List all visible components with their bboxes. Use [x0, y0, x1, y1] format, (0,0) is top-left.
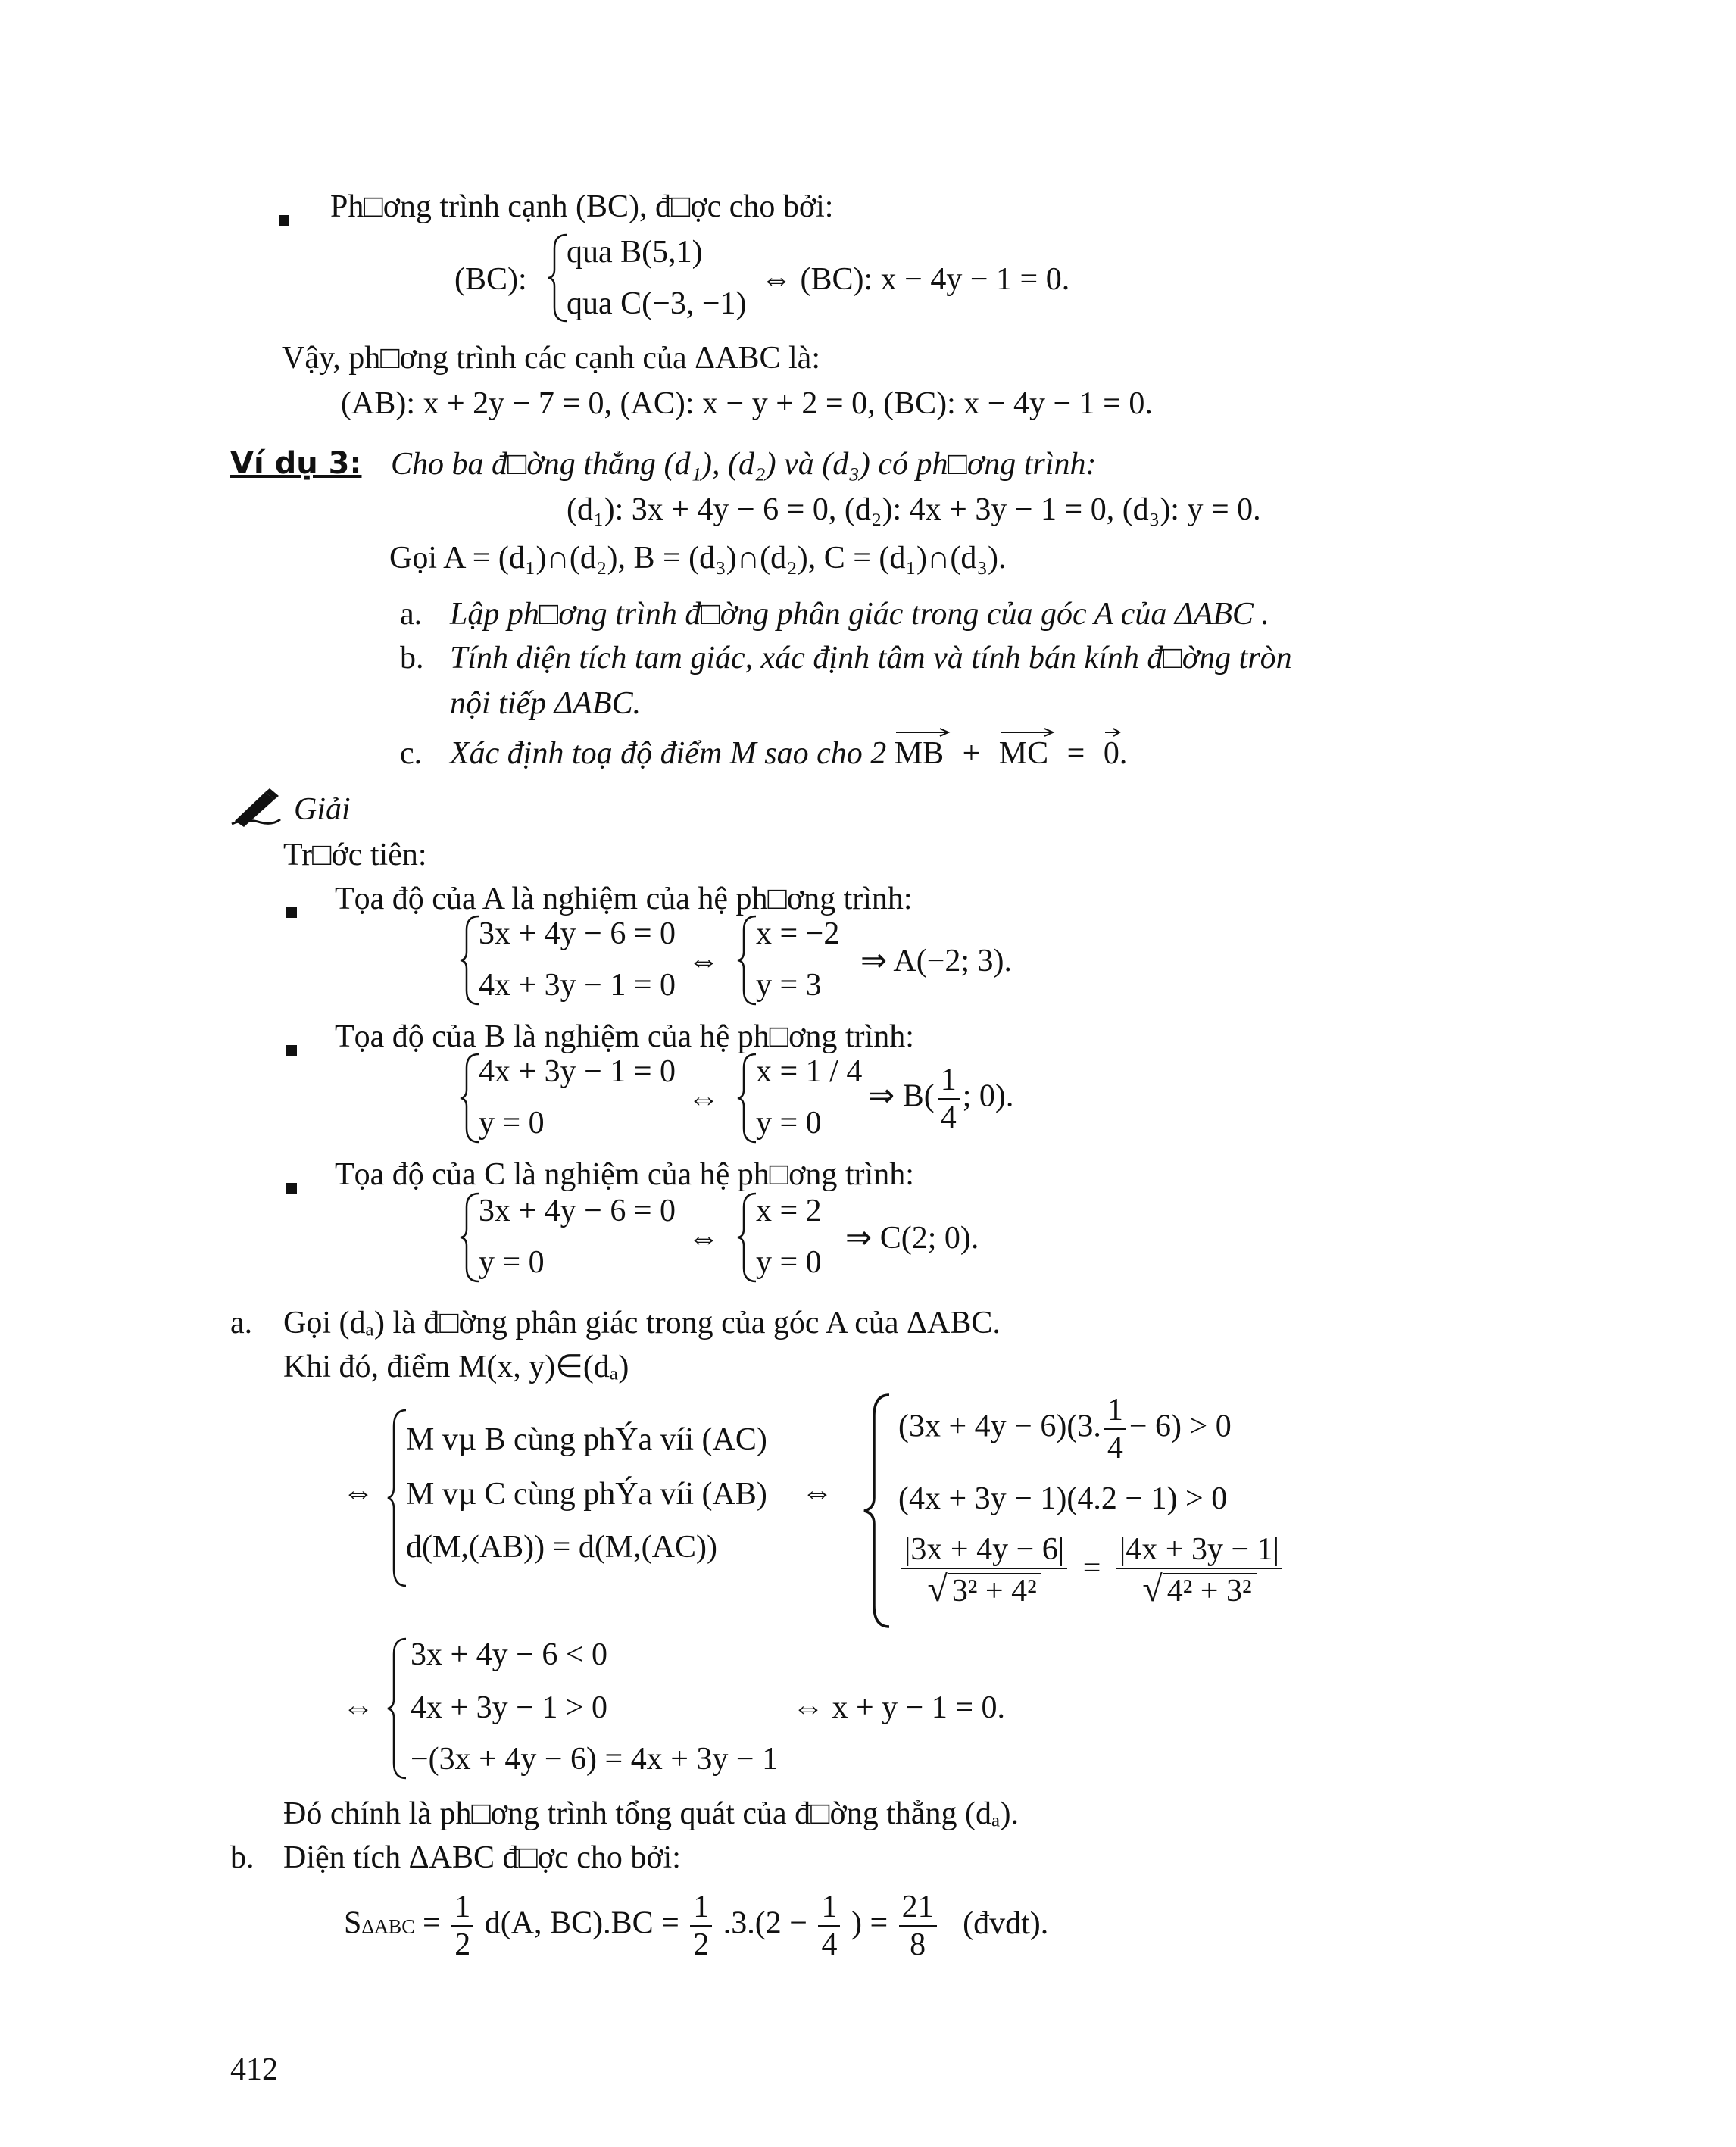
bc-heading: Ph□ơng trình cạnh (BC), đ□ợc cho bởi: [330, 189, 834, 224]
b-point [868, 1063, 1013, 1134]
vector-mb [895, 738, 944, 769]
b-result-2: y = 0 [756, 1106, 822, 1141]
a-result-2: y = 3 [756, 968, 822, 1003]
rewrite-1-pre: (3x + 4y − 6)(3. [898, 1409, 1101, 1444]
area-mid-1: d(A, BC).BC = [484, 1905, 679, 1941]
b-point-pre: ⇒ B( [868, 1078, 935, 1114]
c-system-2: y = 0 [479, 1245, 545, 1280]
item-a-label: a. [400, 597, 423, 632]
system-final-3: −(3x + 4y − 6) = 4x + 3y − 1 [411, 1742, 779, 1777]
rewrite-1 [898, 1393, 1232, 1465]
zero-vector-label: 0 [1103, 736, 1119, 771]
denominator: 4 [821, 1927, 838, 1963]
system-final-1: 3x + 4y − 6 < 0 [411, 1637, 608, 1672]
fraction [938, 1063, 960, 1134]
item-c-label: c. [400, 736, 423, 771]
left-brace-icon [386, 1637, 409, 1780]
vector-arrow-icon [999, 727, 1055, 738]
b-point-post: ; 0). [962, 1078, 1014, 1114]
condition-1: M vµ B cùng phÝa víi (AC) [406, 1422, 767, 1457]
vector-mc [999, 738, 1048, 769]
denominator: 2 [693, 1927, 710, 1963]
numerator: 1 [938, 1063, 960, 1100]
equals-sign: = [1066, 736, 1085, 771]
numerator: 1 [451, 1890, 473, 1927]
b-heading: Tọa độ của B là nghiệm của hệ ph□ơng trình: [335, 1019, 914, 1054]
numerator: |3x + 4y − 6| [901, 1533, 1067, 1569]
numerator: 1 [1104, 1393, 1126, 1430]
denominator [901, 1569, 1067, 1609]
sides-equations: (AB): x + 2y − 7 = 0, (AC): x − y + 2 = 0, (BC): x − 4y − 1 = 0. [341, 386, 1153, 421]
bullet [279, 200, 289, 232]
denominator [1116, 1569, 1282, 1609]
equiv-sign: ⇔ [801, 1475, 833, 1510]
denominator: 4 [1107, 1431, 1123, 1466]
vector-arrow-icon [895, 727, 951, 738]
area-subscript: ΔABC [361, 1915, 415, 1938]
bullet [286, 1030, 297, 1062]
part-a-conclusion: Đó chính là ph□ơng trình tổng quát của đ□ờng thẳng (dₐ). [283, 1796, 1019, 1831]
conclusion-text: Vậy, ph□ơng trình các cạnh của ΔABC là: [282, 341, 820, 376]
item-c-text [450, 738, 1127, 769]
fraction [690, 1890, 712, 1961]
b-result-1: x = 1 / 4 [756, 1054, 863, 1089]
rewrite-2: (4x + 3y − 1)(4.2 − 1) > 0 [898, 1481, 1228, 1516]
c-point: ⇒ C(2; 0). [845, 1221, 979, 1256]
area-formula [344, 1890, 1048, 1961]
bisector-result: ⇔ x + y − 1 = 0. [792, 1690, 1006, 1725]
vector-arrow-icon [1104, 727, 1122, 738]
area-mid-2: .3.(2 − [723, 1905, 807, 1941]
part-b-label: b. [230, 1840, 254, 1875]
solution-label: Giải [294, 792, 351, 827]
bullet [286, 1168, 297, 1200]
vector-mb-label: MB [894, 736, 944, 771]
example-define: Gọi A = (d₁)∩(d₂), B = (d₃)∩(d₂), C = (d₁)∩(d₃). [389, 541, 1007, 576]
example-intro: Cho ba đ□ờng thẳng (d₁), (d₂) và (d₃) có ph□ơng trình: [391, 447, 1097, 482]
equiv-sign: ⇔ [688, 944, 720, 978]
plus-sign: + [962, 736, 981, 771]
item-b-text-2: nội tiếp ΔABC. [450, 686, 642, 721]
fraction [899, 1890, 937, 1961]
a-system-1: 3x + 4y − 6 = 0 [479, 916, 676, 951]
left-brace-icon [862, 1393, 892, 1628]
c-heading: Tọa độ của C là nghiệm của hệ ph□ơng trình: [335, 1157, 914, 1192]
pencil-writing-icon [230, 788, 282, 827]
item-a-text: Lập ph□ơng trình đ□ờng phân giác trong của góc A của ΔABC . [450, 597, 1269, 632]
a-heading: Tọa độ của A là nghiệm của hệ ph□ơng trình: [335, 882, 913, 916]
b-system-2: y = 0 [479, 1106, 545, 1141]
bc-label: (BC): [454, 262, 527, 297]
part-a-label: a. [230, 1306, 253, 1340]
page-number: 412 [230, 2052, 278, 2087]
distance-fraction-1 [901, 1533, 1067, 1609]
condition-2: M vµ C cùng phÝa víi (AB) [406, 1477, 767, 1512]
c-result-1: x = 2 [756, 1194, 822, 1228]
numerator: 1 [690, 1890, 712, 1927]
radicand: 3² + 4² [948, 1573, 1041, 1608]
equals-sign: = [1082, 1550, 1101, 1586]
bullet [286, 892, 297, 924]
rewrite-3 [898, 1533, 1285, 1609]
equiv-sign: ⇔ [688, 1081, 720, 1116]
bc-case-2: qua C(−3, −1) [567, 286, 747, 321]
part-a-line-1: Gọi (dₐ) là đ□ờng phân giác trong của góc A của ΔABC. [283, 1306, 1001, 1340]
equiv-sign: ⇔ [342, 1690, 374, 1725]
item-b-label: b. [400, 641, 424, 676]
equals-sign: = [423, 1905, 441, 1941]
area-unit: (đvdt). [963, 1905, 1049, 1941]
item-c-phrase: Xác định toạ độ điểm M sao cho 2 [450, 736, 887, 771]
a-system-2: 4x + 3y − 1 = 0 [479, 968, 676, 1003]
rewrite-1-post: − 6) > 0 [1129, 1409, 1232, 1444]
area-symbol: S [344, 1905, 362, 1941]
part-a-line-2: Khi đó, điểm M(x, y)∈(dₐ) [283, 1350, 629, 1384]
numerator: 21 [899, 1890, 937, 1927]
sqrt-icon: √ [927, 1569, 948, 1610]
bc-case-1: qua B(5,1) [567, 235, 703, 270]
bc-result: ⇔ (BC): x − 4y − 1 = 0. [760, 262, 1070, 297]
vector-mc-label: MC [998, 736, 1049, 771]
numerator: 1 [818, 1890, 840, 1927]
b-system-1: 4x + 3y − 1 = 0 [479, 1054, 676, 1089]
sqrt-icon: √ [1142, 1569, 1163, 1610]
area-mid-3: ) = [851, 1905, 888, 1941]
zero-vector [1104, 738, 1119, 769]
a-point: ⇒ A(−2; 3). [860, 944, 1013, 978]
a-result-1: x = −2 [756, 916, 840, 951]
part-b-line-1: Diện tích ΔABC đ□ợc cho bởi: [283, 1840, 681, 1875]
item-c-end: . [1119, 736, 1128, 771]
c-system-1: 3x + 4y − 6 = 0 [479, 1194, 676, 1228]
solution-first: Tr□ớc tiên: [283, 838, 427, 872]
equiv-sign: ⇔ [688, 1221, 720, 1256]
condition-3: d(M,(AB)) = d(M,(AC)) [406, 1530, 717, 1565]
fraction [818, 1890, 840, 1961]
equiv-sign: ⇔ [342, 1475, 374, 1510]
example-label: Ví dụ 3: [230, 446, 362, 481]
fraction [1104, 1393, 1126, 1465]
item-b-text: Tính diện tích tam giác, xác định tâm và tính bán kính đ□ờng tròn [450, 641, 1292, 676]
example-equations: (d₁): 3x + 4y − 6 = 0, (d₂): 4x + 3y − 1 = 0, (d₃): y = 0. [567, 492, 1261, 527]
c-result-2: y = 0 [756, 1245, 822, 1280]
radicand: 4² + 3² [1163, 1573, 1257, 1608]
denominator: 4 [940, 1100, 957, 1136]
denominator: 2 [454, 1927, 471, 1963]
distance-fraction-2 [1116, 1533, 1282, 1609]
numerator: |4x + 3y − 1| [1116, 1533, 1282, 1569]
fraction [451, 1890, 473, 1961]
system-final-2: 4x + 3y − 1 > 0 [411, 1690, 608, 1725]
denominator: 8 [910, 1927, 926, 1963]
